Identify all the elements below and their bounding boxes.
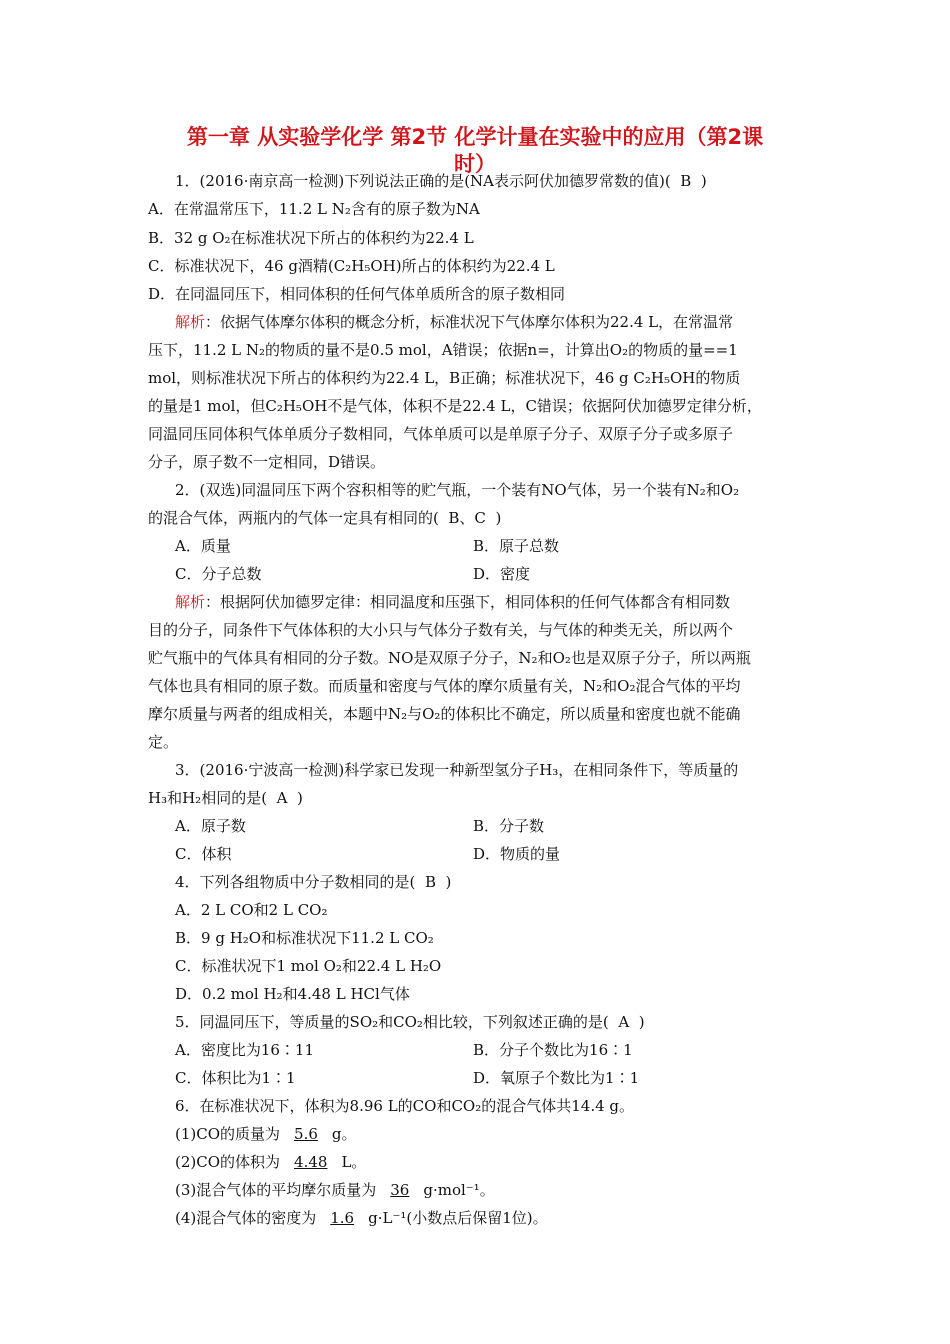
q6-answer-4: 1.6 (330, 1209, 355, 1227)
q3-option-a: A．原子数 (175, 817, 246, 835)
q5-option-a: A．密度比为16∶11 (175, 1041, 315, 1059)
q5-answer: A (618, 1013, 630, 1031)
title-line-2: 时） (454, 152, 496, 176)
title-line-1: 第一章 从实验学化学 第2节 化学计量在实验中的应用（第2课 (186, 125, 764, 149)
q6-stem: 6．在标准状况下，体积为8.96 L的CO和CO₂的混合气体共14.4 g。 (175, 1097, 635, 1115)
q5-stem: 5．同温同压下，等质量的SO₂和CO₂相比较，下列叙述正确的是( A ) (175, 1013, 645, 1031)
q3-stem: 3．(2016·宁波高一检测)科学家已发现一种新型氢分子H₃，在相同条件下，等质量的 (175, 761, 739, 779)
q4-answer: B (424, 873, 436, 891)
q1-option-a: A．在常温常压下，11.2 L N₂含有的原子数为NA (148, 200, 480, 218)
q2-analysis-line: 贮气瓶中的气体具有相同的分子数。NO是双原子分子，N₂和O₂也是双原子分子，所以两瓶 (148, 649, 751, 667)
q1-analysis-label: 解析 (175, 313, 206, 331)
q4-option-c: C．标准状况下1 mol O₂和22.4 L H₂O (175, 957, 442, 975)
q2-stem: 2．(双选)同温同压下两个容积相等的贮气瓶，一个装有NO气体，另一个装有N₂和O₂ (175, 481, 740, 499)
q2-option-c: C．分子总数 (175, 565, 262, 583)
q2-option-b: B．原子总数 (473, 537, 560, 555)
q2-analysis-line: 解析：根据阿伏加德罗定律：相同温度和压强下，相同体积的任何气体都含有相同数 (175, 593, 731, 611)
q2-answer: B、C (448, 509, 486, 527)
q4-stem: 4．下列各组物质中分子数相同的是( B ) (175, 873, 452, 891)
q1-option-c: C．标准状况下，46 g酒精(C₂H₅OH)所占的体积约为22.4 L (148, 257, 555, 275)
q1-analysis-line: mol，则标准状况下所占的体积约为22.4 L，B正确；标准状况下，46 g C₂H₅OH的物质 (148, 369, 741, 387)
q2-option-d: D．密度 (473, 565, 531, 583)
q1-option-b: B．32 g O₂在标准状况下所占的体积约为22.4 L (148, 229, 474, 247)
q1-analysis-line: 压下，11.2 L N₂的物质的量不是0.5 mol，A错误；依据n=，计算出O₂的物质的量==1 (148, 341, 738, 359)
q6-part-1: (1)CO的质量为 5.6 g。 (175, 1125, 357, 1143)
q6-part-4: (4)混合气体的密度为 1.6 g·L⁻¹(小数点后保留1位)。 (175, 1209, 548, 1227)
q4-option-d: D．0.2 mol H₂和4.48 L HCl气体 (175, 985, 410, 1003)
q1-analysis-line: 解析：依据气体摩尔体积的概念分析，标准状况下气体摩尔体积为22.4 L，在常温常 (175, 313, 734, 331)
q1-option-d: D．在同温同压下，相同体积的任何气体单质所含的原子数相同 (148, 285, 566, 303)
q2-option-a: A．质量 (175, 537, 231, 555)
q2-analysis-line: 气体也具有相同的原子数。而质量和密度与气体的摩尔质量有关，N₂和O₂混合气体的平均 (148, 677, 741, 695)
q6-answer-1: 5.6 (294, 1125, 318, 1143)
q1-analysis-line: 的量是1 mol，但C₂H₅OH不是气体，体积不是22.4 L，C错误；依据阿伏加德罗定律分析， (148, 397, 762, 415)
q1-answer: B (680, 172, 692, 190)
q2-stem-cont: 的混合气体，两瓶内的气体一定具有相同的( B、C ) (148, 509, 502, 527)
q3-option-b: B．分子数 (473, 817, 545, 835)
q3-answer: A (276, 789, 288, 807)
q5-option-b: B．分子个数比为16∶1 (473, 1041, 633, 1059)
q5-option-c: C．体积比为1∶1 (175, 1069, 296, 1087)
q6-part-2: (2)CO的体积为 4.48 L。 (175, 1153, 367, 1171)
q2-analysis-label: 解析 (175, 593, 206, 611)
q4-option-a: A．2 L CO和2 L CO₂ (175, 901, 328, 919)
q2-analysis-line: 目的分子，同条件下气体体积的大小只与气体分子数有关，与气体的种类无关，所以两个 (148, 621, 734, 639)
q4-option-b: B．9 g H₂O和标准状况下11.2 L CO₂ (175, 929, 434, 947)
q6-part-3: (3)混合气体的平均摩尔质量为 36 g·mol⁻¹。 (175, 1181, 495, 1199)
q6-answer-3: 36 (390, 1181, 410, 1199)
q3-stem-cont: H₃和H₂相同的是( A ) (148, 789, 303, 807)
q3-option-c: C．体积 (175, 845, 232, 863)
q1-stem: 1．(2016·南京高一检测)下列说法正确的是(NA表示阿伏加德罗常数的值)( B ) (175, 172, 707, 190)
q1-analysis-line: 分子，原子数不一定相同，D错误。 (148, 453, 386, 471)
q2-analysis-line: 摩尔质量与两者的组成相关，本题中N₂与O₂的体积比不确定，所以质量和密度也就不能确 (148, 705, 741, 723)
q2-analysis-line: 定。 (148, 733, 179, 751)
q3-option-d: D．物质的量 (473, 845, 561, 863)
q1-analysis-line: 同温同压同体积气体单质分子数相同，气体单质可以是单原子分子、双原子分子或多原子 (148, 425, 734, 443)
q6-answer-2: 4.48 (294, 1153, 328, 1171)
q5-option-d: D．氧原子个数比为1∶1 (473, 1069, 640, 1087)
